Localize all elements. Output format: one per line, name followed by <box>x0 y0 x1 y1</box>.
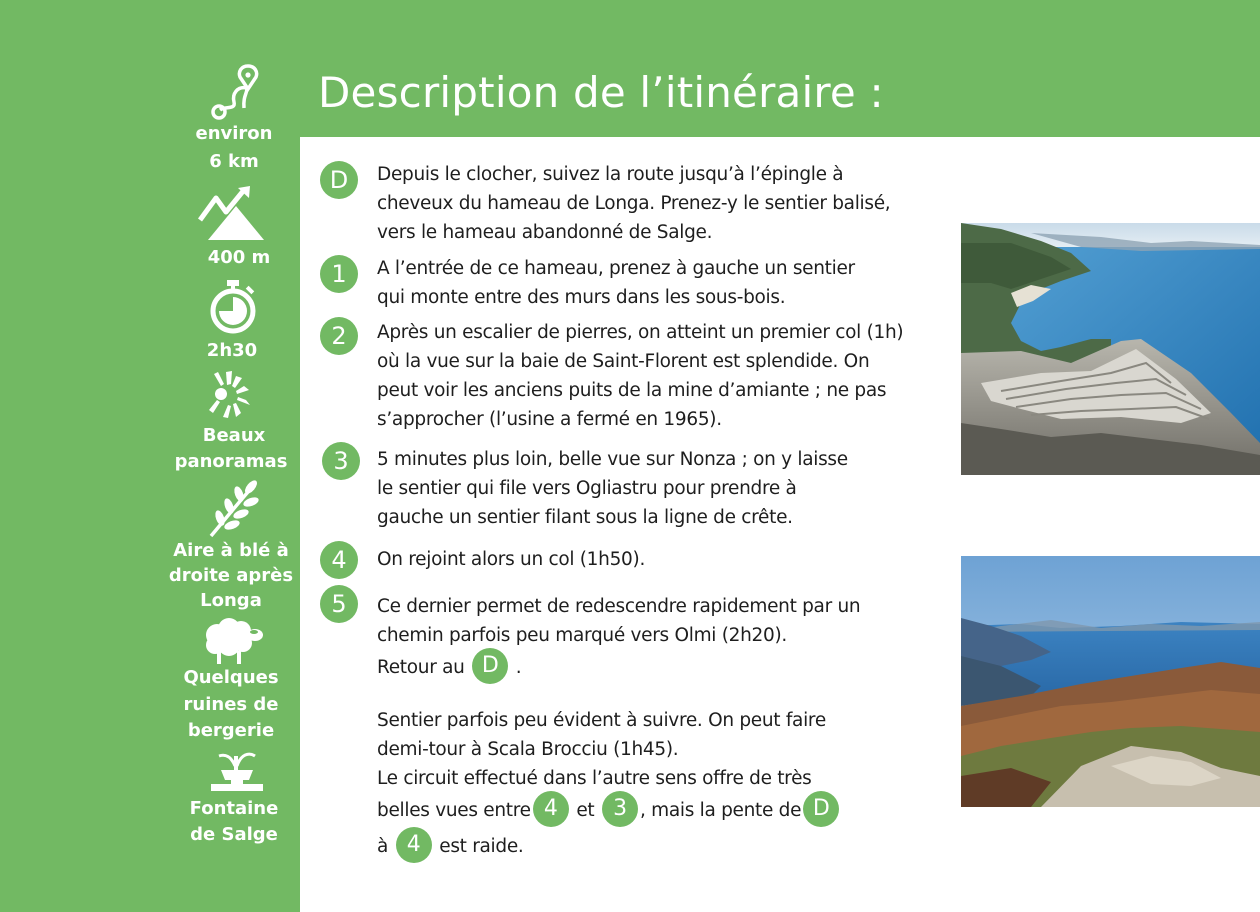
note-line-5b: est raide. <box>439 836 524 857</box>
route-note <box>377 706 937 865</box>
wheat-label-3: Longa <box>200 590 262 611</box>
step-marker-2: 2 <box>320 317 358 355</box>
step-3-line-3: gauche un sentier filant sous la ligne de crête. <box>377 507 793 528</box>
note-line-4b: et <box>576 800 595 821</box>
step-2-line-4: s’approcher (l’usine a fermé en 1965). <box>377 409 722 430</box>
step-5-line-2: chemin parfois peu marqué vers Olmi (2h20). <box>377 625 787 646</box>
step-5-text <box>377 592 922 686</box>
note-line-2: demi-tour à Scala Brocciu (1h45). <box>377 739 679 760</box>
note-line-3: Le circuit effectué dans l’autre sens offre de très <box>377 768 812 789</box>
step-1-line-2: qui monte entre des murs dans les sous-bois. <box>377 287 786 308</box>
page-title: Description de l’itinéraire : <box>318 68 884 117</box>
step-4-line-1: On rejoint alors un col (1h50). <box>377 549 646 570</box>
sheep-icon <box>203 617 265 665</box>
duration-label: 2h30 <box>206 340 258 361</box>
step-marker-3: 3 <box>322 442 360 480</box>
fountain-icon <box>207 748 267 794</box>
step-marker-4: 4 <box>320 541 358 579</box>
route-pin-icon <box>207 64 263 122</box>
sheep-label-2: ruines de <box>183 694 279 715</box>
step-3-text <box>377 445 922 532</box>
step-2-line-2: où la vue sur la baie de Saint-Florent est splendide. On <box>377 351 870 372</box>
step-1-line-1: A l’entrée de ce hameau, prenez à gauche un sentier <box>377 258 855 279</box>
photo-ridge-bay <box>961 556 1260 807</box>
step-d-line-1: Depuis le clocher, suivez la route jusqu’à l’épingle à <box>377 164 844 185</box>
step-marker-d: D <box>320 161 358 199</box>
note-line-4a: belles vues entre <box>377 800 531 821</box>
wheat-label-2: droite après <box>168 565 294 586</box>
wheat-icon <box>205 480 261 538</box>
photo-coast-quarry <box>961 223 1260 475</box>
panorama-label-1: Beaux <box>202 425 266 446</box>
return-text: Retour au <box>377 657 465 678</box>
step-2-line-3: peut voir les anciens puits de la mine d’amiante ; ne pas <box>377 380 887 401</box>
distance-label-2: 6 km <box>209 151 259 172</box>
step-marker-1: 1 <box>320 255 358 293</box>
step-2-text <box>377 318 922 434</box>
step-3-line-1: 5 minutes plus loin, belle vue sur Nonza ; on y laisse <box>377 449 848 470</box>
mountain-elevation-icon <box>198 186 268 244</box>
stopwatch-icon <box>208 280 258 334</box>
step-2-line-1: Après un escalier de pierres, on atteint un premier col (1h) <box>377 322 904 343</box>
sheep-label-3: bergerie <box>187 720 275 741</box>
step-4-text <box>377 545 922 574</box>
step-d-line-3: vers le hameau abandonné de Salge. <box>377 222 713 243</box>
step-marker-5: 5 <box>320 585 358 623</box>
note-marker-4b: 4 <box>396 827 432 863</box>
note-marker-d: D <box>803 791 839 827</box>
step-d-line-2: cheveux du hameau de Longa. Prenez-y le sentier balisé, <box>377 193 891 214</box>
fountain-label-2: de Salge <box>190 824 278 845</box>
panorama-view-icon <box>206 370 258 420</box>
wheat-label-1: Aire à blé à <box>173 540 289 561</box>
return-marker-d: D <box>472 648 508 684</box>
panorama-label-2: panoramas <box>174 451 288 472</box>
distance-label-1: environ <box>195 123 273 144</box>
step-3-line-2: le sentier qui file vers Ogliastru pour prendre à <box>377 478 797 499</box>
fountain-label-1: Fontaine <box>189 798 279 819</box>
elevation-label: 400 m <box>207 247 271 268</box>
step-5-line-1: Ce dernier permet de redescendre rapidement par un <box>377 596 861 617</box>
note-marker-3: 3 <box>602 791 638 827</box>
sheep-label-1: Quelques <box>183 667 279 688</box>
note-marker-4a: 4 <box>533 791 569 827</box>
note-line-1: Sentier parfois peu évident à suivre. On peut faire <box>377 710 826 731</box>
return-end: . <box>515 657 522 678</box>
step-1-text <box>377 254 922 312</box>
note-line-5a: à <box>377 836 389 857</box>
note-line-4c: , mais la pente de <box>639 800 802 821</box>
step-d-text <box>377 160 922 247</box>
